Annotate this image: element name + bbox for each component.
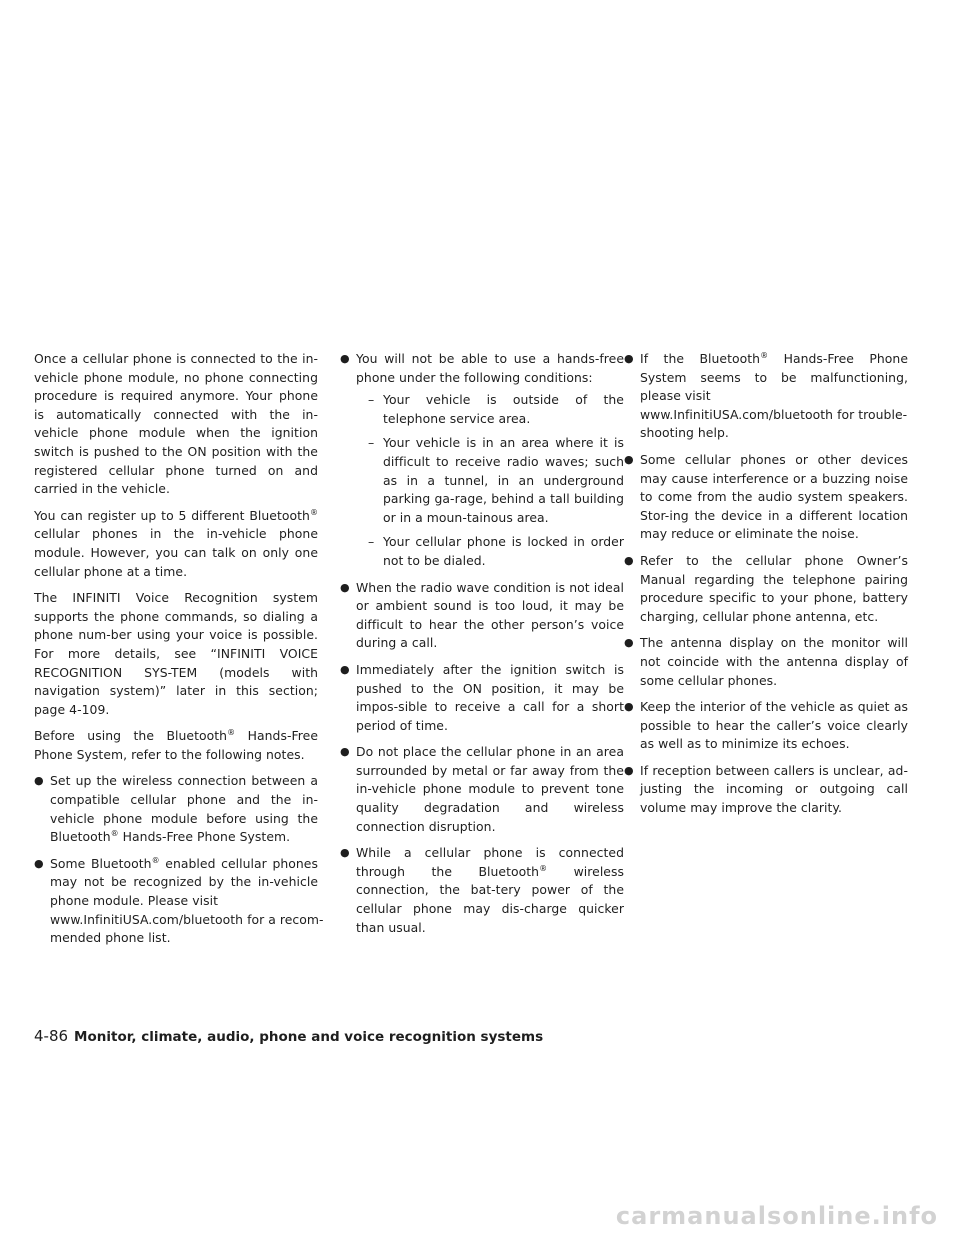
paragraph-register-phones: You can register up to 5 different Bluetooth® cellular phones in the in-vehicle phone module. However, you can talk on only one cellular phone at a time. xyxy=(34,507,318,579)
sub-item: – Your vehicle is in an area where it is difficult to receive radio waves; such as in a tunnel, in an underground parking ga-rage, behind a tall building or in a moun-tainous area. xyxy=(368,435,624,525)
bullet-icon: ● xyxy=(624,553,634,567)
bullet-icon: ● xyxy=(34,774,44,788)
notes-list-3 xyxy=(624,350,908,818)
list-item: ● You will not be able to use a hands-free phone under the following conditions: – Your vehicle is outside of the telephone service area. – Your vehicle is in an area where it is difficult to receive radio waves; such as in a tunnel, in an underground parking ga-rage, behind a tall building or in a moun-tainous area. – Your cellular phone is locked in order not to be dialed. xyxy=(340,350,624,571)
registered-mark: ® xyxy=(539,863,548,873)
notes-list-1 xyxy=(34,772,324,947)
bullet-icon: ● xyxy=(340,745,350,759)
list-item: ● If reception between callers is unclear, ad-justing the incoming or outgoing call volume may improve the clarity. xyxy=(624,762,908,816)
dash-icon: – xyxy=(368,392,375,408)
list-item: ● When the radio wave condition is not ideal or ambient sound is too loud, it may be difficult to hear the other person’s voice during a call. xyxy=(340,579,624,651)
bullet-icon: ● xyxy=(624,763,634,777)
dash-icon: – xyxy=(368,534,375,550)
registered-mark: ® xyxy=(309,507,318,517)
bluetooth-url-text: www.InfinitiUSA.com/bluetooth for trouble- xyxy=(640,406,908,422)
registered-mark: ® xyxy=(227,728,236,738)
bullet-icon: ● xyxy=(340,352,350,365)
bullet-icon: ● xyxy=(340,846,350,860)
sub-item: – Your cellular phone is locked in order not to be dialed. xyxy=(368,534,624,568)
section-title: Monitor, climate, audio, phone and voice recognition systems xyxy=(74,1029,544,1045)
bullet-icon: ● xyxy=(624,352,634,365)
registered-mark: ® xyxy=(151,855,160,865)
dash-icon: – xyxy=(368,435,375,451)
text-column-1 xyxy=(34,350,324,956)
notes-list-2 xyxy=(340,350,624,937)
paragraph-auto-connect: Once a cellular phone is connected to the in-vehicle phone module, no phone connecting procedure is required anymore. Your phone is automatically connected with the in-vehicle phone module when the ignition switch is pushed to the ON position with the registered cellular phone turned on and carried in the vehicle. xyxy=(34,351,318,497)
registered-mark: ® xyxy=(760,350,769,360)
bullet-icon: ● xyxy=(624,700,634,714)
paragraph-before-using: Before using the Bluetooth® Hands-Free Phone System, refer to the following notes. xyxy=(34,728,318,762)
text-column-2 xyxy=(340,350,624,945)
bullet-icon: ● xyxy=(624,452,634,466)
text-column-3 xyxy=(624,350,908,826)
list-item: ● Some Bluetooth® enabled cellular phones may not be recognized by the in-vehicle phone module. Please visit www.InfinitiUSA.com/bluetooth for a recom- mended phone list. xyxy=(34,855,324,946)
list-item: ● If the Bluetooth® Hands-Free Phone System seems to be malfunctioning, please visit www.InfinitiUSA.com/bluetooth for trouble- shooting help. xyxy=(624,350,908,441)
sub-item: – Your vehicle is outside of the telephone service area. xyxy=(368,392,624,426)
list-item: ● Immediately after the ignition switch is pushed to the ON position, it may be impos-sible to receive a call for a short period of time. xyxy=(340,661,624,733)
list-item: ● Do not place the cellular phone in an area surrounded by metal or far away from the in-vehicle phone module to prevent tone quality degradation and wireless connection disruption. xyxy=(340,744,624,834)
list-item: ● Refer to the cellular phone Owner’s Manual regarding the telephone pairing procedure specific to your phone, battery charging, cellular phone antenna, etc. xyxy=(624,552,908,624)
bullet-icon: ● xyxy=(340,662,350,676)
bullet-icon: ● xyxy=(624,636,634,650)
list-item: ● Keep the interior of the vehicle as quiet as possible to hear the caller’s voice clearly as well as to minimize its echoes. xyxy=(624,699,908,752)
paragraph-voice-recognition: The INFINITI Voice Recognition system supports the phone commands, so dialing a phone num-ber using your voice is possible. For more details, see “INFINITI VOICE RECOGNITION SYS-TEM (models with navigation system)” later in this section; page 4-109. xyxy=(34,590,318,717)
bluetooth-url-text: www.InfinitiUSA.com/bluetooth for a recom- xyxy=(50,911,324,927)
list-item: ● Set up the wireless connection between a compatible cellular phone and the in-vehicle phone module before using the Bluetooth® Hands-Free Phone System. xyxy=(34,773,318,845)
page-footer xyxy=(34,1027,543,1045)
registered-mark: ® xyxy=(110,829,119,839)
bullet-icon: ● xyxy=(34,856,44,870)
list-item: ● The antenna display on the monitor will not coincide with the antenna display of some cellular phones. xyxy=(624,635,908,688)
page-number: 4-86 xyxy=(34,1027,69,1045)
bullet-icon: ● xyxy=(340,580,350,594)
list-item: ● Some cellular phones or other devices may cause interference or a buzzing noise to come from the audio system speakers. Stor-ing the device in a different location may reduce or eliminate the noise. xyxy=(624,451,908,542)
watermark-text: carmanualsonline.info xyxy=(615,1202,938,1230)
list-item: ● While a cellular phone is connected through the Bluetooth® wireless connection, the bat-tery power of the cellular phone may dis-charge quicker than usual. xyxy=(340,845,624,935)
